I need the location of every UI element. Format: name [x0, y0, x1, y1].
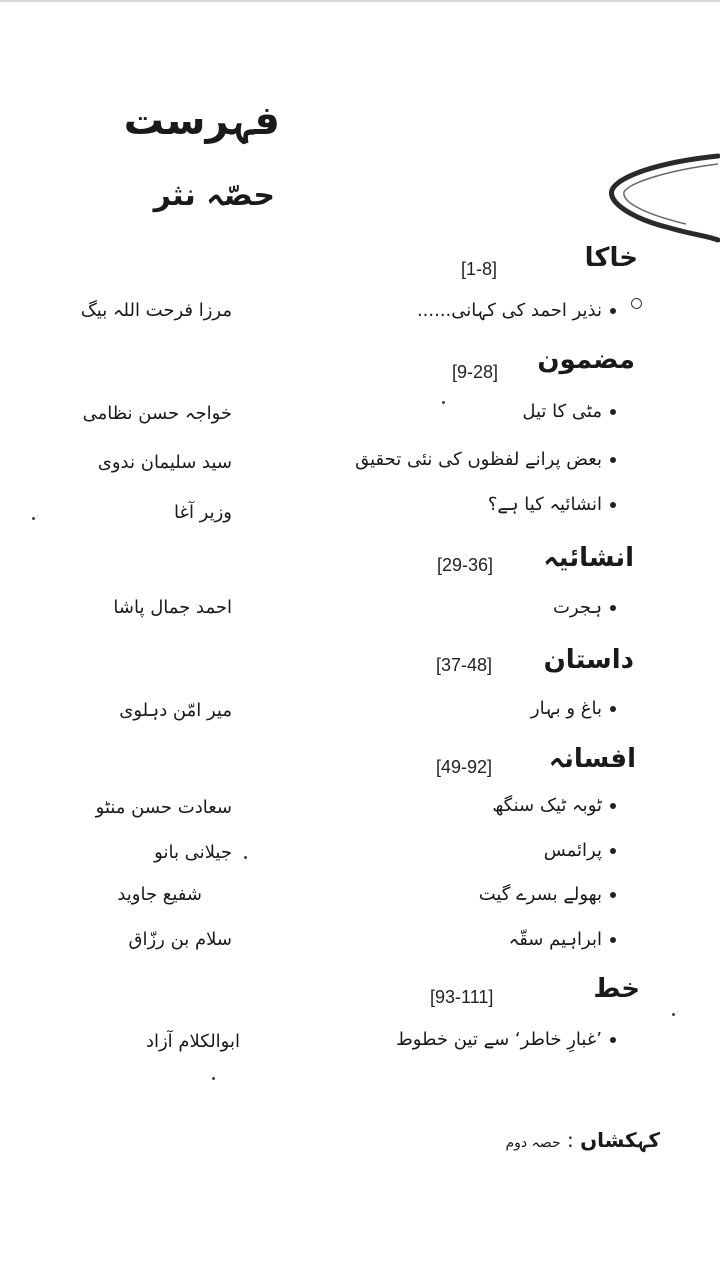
footer-book-title: کہکشاں: [580, 1128, 660, 1152]
scan-speck: [442, 401, 445, 404]
bullet-icon: [610, 308, 616, 314]
section-heading-mazmoon: مضمون: [537, 345, 635, 375]
page-subtitle: حصّہ نثر: [153, 178, 275, 213]
entry-title: ’غبارِ خاطر‘ سے تین خطوط: [396, 1029, 602, 1050]
scan-speck: [672, 1013, 675, 1016]
entry-author: سلام بن رزّاق: [128, 929, 232, 950]
section-heading-afsana: افسانہ: [548, 744, 636, 774]
list-item: [544, 840, 616, 861]
entry-title: مٹی کا تیل: [522, 401, 602, 422]
list-item: [531, 698, 616, 719]
entry-author: ابوالکلام آزاد: [145, 1031, 240, 1052]
section-range-khaka: [1-8]: [461, 259, 498, 279]
list-item: [492, 795, 616, 816]
entry-title: ٹوبہ ٹیک سنگھ: [492, 795, 602, 816]
section-heading-dastan: داستان: [543, 645, 634, 675]
circle-marker-icon: [631, 298, 642, 309]
section-heading-inshaiya: انشائیہ: [543, 543, 634, 573]
section-heading-khaka: خاکا: [584, 243, 638, 273]
entry-author: جیلانی بانو: [154, 842, 232, 863]
entry-author: خواجہ حسن نظامی: [82, 403, 232, 424]
footer-separator: :: [566, 1128, 574, 1152]
bullet-icon: [610, 605, 616, 611]
list-item: [355, 449, 616, 470]
bullet-icon: [610, 803, 616, 809]
ink-stroke-icon: [600, 150, 720, 245]
footer-part: حصہ دوم: [505, 1135, 561, 1151]
entry-author: سعادت حسن منٹو: [95, 797, 232, 818]
entry-title: انشائیہ کیا ہے؟: [487, 494, 602, 515]
section-range-dastan: [37-48]: [436, 655, 493, 675]
entry-title: ہجرت: [552, 597, 602, 618]
section-range-afsana: [49-92]: [436, 757, 493, 777]
scan-speck: [32, 517, 35, 520]
section-range-khat: [93-111]: [430, 987, 494, 1007]
list-item: [553, 597, 616, 618]
list-item: [509, 929, 616, 950]
page-title: فہرست: [123, 98, 280, 144]
entry-author: احمد جمال پاشا: [113, 597, 232, 618]
bullet-icon: [610, 457, 616, 463]
bullet-icon: [610, 409, 616, 415]
entry-title: باغ و بہار: [530, 698, 602, 719]
bullet-icon: [610, 502, 616, 508]
list-item: [522, 401, 616, 422]
scan-speck: [212, 1077, 215, 1080]
entry-author: وزیر آغا: [174, 502, 232, 523]
bullet-icon: [610, 848, 616, 854]
entry-title: نذیر احمد کی کہانی......: [416, 300, 602, 321]
page-footer: [505, 1128, 660, 1152]
list-item: [488, 494, 616, 515]
section-range-inshaiya: [29-36]: [437, 555, 494, 575]
entry-title: بعض پرانے لفظوں کی نئی تحقیق: [355, 449, 602, 470]
entry-author: سید سلیمان ندوی: [97, 452, 232, 473]
bullet-icon: [610, 892, 616, 898]
entry-author: شفیع جاوید: [117, 884, 202, 905]
bullet-icon: [610, 1037, 616, 1043]
scan-speck: [244, 856, 247, 859]
list-item: [417, 300, 616, 321]
list-item: [396, 1029, 616, 1050]
entry-title: پرائمس: [543, 840, 602, 861]
entry-author: میر امّن دہلوی: [119, 700, 232, 721]
list-item: [479, 884, 616, 905]
entry-title: ابراہیم سقّہ: [508, 929, 602, 950]
section-heading-khat: خط: [593, 974, 640, 1004]
entry-author: مرزا فرحت اللہ بیگ: [80, 300, 232, 321]
bullet-icon: [610, 706, 616, 712]
bullet-icon: [610, 937, 616, 943]
top-border: [0, 0, 720, 2]
entry-title: بھولے بسرے گیت: [478, 884, 602, 905]
section-range-mazmoon: [9-28]: [452, 362, 499, 382]
